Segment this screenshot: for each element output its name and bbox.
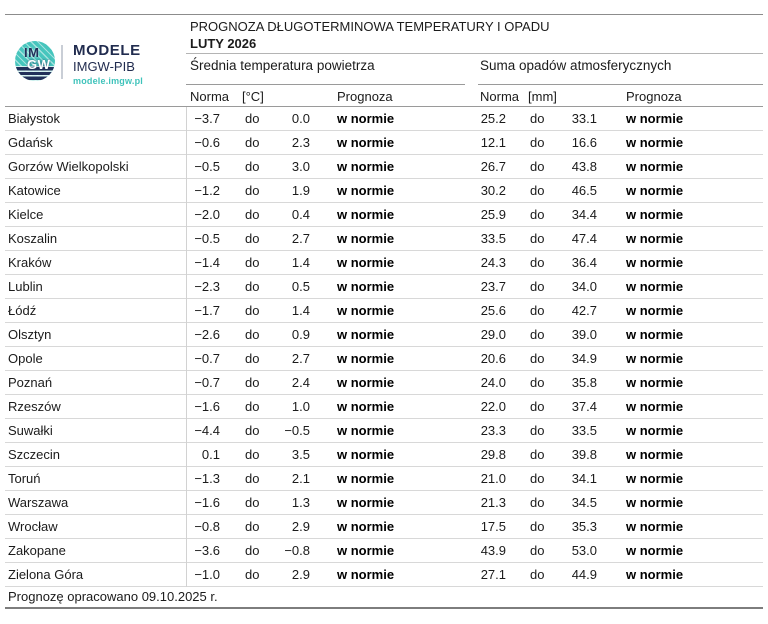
- city-name: Lublin: [8, 279, 43, 294]
- city-name: Rzeszów: [8, 399, 61, 414]
- temp-range-separator: do: [245, 135, 260, 150]
- precip-forecast-status: w normie: [626, 159, 684, 174]
- temp-norm-low: −1.0: [194, 567, 220, 582]
- temp-norm-high: 0.5: [291, 279, 310, 294]
- precip-norm-low: 27.1: [480, 567, 506, 582]
- precip-norm-low: 24.0: [480, 375, 506, 390]
- forecast-month: LUTY 2026: [190, 36, 257, 51]
- temperature-group-underline: [186, 84, 465, 85]
- city-name: Katowice: [8, 183, 61, 198]
- precip-range-separator: do: [530, 135, 545, 150]
- temperature-group-header: Średnia temperatura powietrza: [190, 58, 375, 73]
- temp-norm-low: −4.4: [194, 423, 220, 438]
- precip-forecast-status: w normie: [626, 567, 684, 582]
- temp-norm-low: −0.5: [194, 231, 220, 246]
- temp-norm-high: 1.4: [291, 303, 310, 318]
- temp-norm-low: −0.6: [194, 135, 220, 150]
- precip-range-separator: do: [530, 375, 545, 390]
- table-row: [5, 323, 763, 347]
- precip-norm-low: 25.2: [480, 111, 506, 126]
- temp-forecast-status: w normie: [337, 135, 395, 150]
- precip-range-separator: do: [530, 327, 545, 342]
- temp-range-separator: do: [245, 183, 260, 198]
- temp-range-separator: do: [245, 495, 260, 510]
- temp-norm-high: 2.7: [291, 231, 310, 246]
- precip-norm-high: 44.9: [571, 567, 597, 582]
- temp-range-separator: do: [245, 327, 260, 342]
- precip-forecast-status: w normie: [626, 327, 684, 342]
- precip-forecast-status: w normie: [626, 111, 684, 126]
- precip-forecast-status: w normie: [626, 351, 684, 366]
- temp-norm-low: −2.0: [194, 207, 220, 222]
- precip-norm-low: 21.0: [480, 471, 506, 486]
- temp-range-separator: do: [245, 279, 260, 294]
- city-name: Szczecin: [8, 447, 61, 462]
- table-row: [5, 419, 763, 443]
- precip-range-separator: do: [530, 183, 545, 198]
- temp-range-separator: do: [245, 471, 260, 486]
- table-row: [5, 563, 763, 587]
- temp-range-separator: do: [245, 399, 260, 414]
- precip-norm-low: 29.0: [480, 327, 506, 342]
- city-name: Opole: [8, 351, 43, 366]
- temp-norm-high: 0.0: [291, 111, 310, 126]
- precip-norm-high: 34.0: [571, 279, 597, 294]
- temp-unit-column-header: [°C]: [242, 89, 264, 104]
- table-row: [5, 395, 763, 419]
- precip-range-separator: do: [530, 471, 545, 486]
- temp-norm-low: −1.3: [194, 471, 220, 486]
- logo-circle-text-top: IM: [24, 45, 40, 60]
- forecast-table-body: [5, 107, 763, 587]
- table-row: [5, 275, 763, 299]
- table-row: [5, 299, 763, 323]
- temp-norm-low: −2.3: [194, 279, 220, 294]
- temp-forecast-status: w normie: [337, 519, 395, 534]
- precip-forecast-status: w normie: [626, 471, 684, 486]
- temp-range-separator: do: [245, 111, 260, 126]
- precip-norm-high: 35.3: [571, 519, 597, 534]
- logo-url-link[interactable]: modele.imgw.pl: [73, 76, 143, 87]
- temp-forecast-status: w normie: [337, 303, 395, 318]
- temp-norm-low: −0.5: [194, 159, 220, 174]
- logo-circle-text-bottom: GW: [27, 57, 51, 72]
- precipitation-group-header: Suma opadów atmosferycznych: [480, 58, 672, 73]
- table-row: [5, 251, 763, 275]
- temp-forecast-status: w normie: [337, 279, 395, 294]
- city-name: Suwałki: [8, 423, 53, 438]
- precip-forecast-status: w normie: [626, 231, 684, 246]
- temp-norm-low: −0.8: [194, 519, 220, 534]
- precip-forecast-status: w normie: [626, 423, 684, 438]
- precip-norm-high: 35.8: [571, 375, 597, 390]
- precip-norm-low: 23.7: [480, 279, 506, 294]
- temp-forecast-status: w normie: [337, 351, 395, 366]
- precip-norm-high: 37.4: [571, 399, 597, 414]
- precip-forecast-status: w normie: [626, 495, 684, 510]
- precip-range-separator: do: [530, 519, 545, 534]
- precip-norm-high: 33.5: [571, 423, 597, 438]
- table-row: [5, 347, 763, 371]
- temp-forecast-status: w normie: [337, 327, 395, 342]
- precip-range-separator: do: [530, 543, 545, 558]
- temp-forecast-status: w normie: [337, 255, 395, 270]
- city-name: Koszalin: [8, 231, 58, 246]
- temp-norm-high: −0.5: [284, 423, 310, 438]
- precip-prognoza-column-header: Prognoza: [626, 89, 682, 104]
- precip-norm-high: 34.4: [571, 207, 597, 222]
- city-name: Kraków: [8, 255, 52, 270]
- table-row: [5, 491, 763, 515]
- precip-norm-low: 12.1: [480, 135, 506, 150]
- temp-norm-high: −0.8: [284, 543, 310, 558]
- temp-norm-low: −2.6: [194, 327, 220, 342]
- precip-range-separator: do: [530, 255, 545, 270]
- temp-norm-high: 3.0: [291, 159, 310, 174]
- temp-forecast-status: w normie: [337, 495, 395, 510]
- table-row: [5, 539, 763, 563]
- city-name: Toruń: [8, 471, 41, 486]
- temp-range-separator: do: [245, 375, 260, 390]
- temp-range-separator: do: [245, 351, 260, 366]
- precip-norm-high: 36.4: [571, 255, 597, 270]
- precip-forecast-status: w normie: [626, 543, 684, 558]
- precip-range-separator: do: [530, 495, 545, 510]
- temp-norm-low: 0.1: [201, 447, 220, 462]
- temp-norm-low: −1.7: [194, 303, 220, 318]
- temp-norm-high: 2.9: [291, 567, 310, 582]
- precip-norm-high: 42.7: [571, 303, 597, 318]
- temp-forecast-status: w normie: [337, 111, 395, 126]
- precip-norm-high: 46.5: [571, 183, 597, 198]
- precip-norm-low: 20.6: [480, 351, 506, 366]
- temp-range-separator: do: [245, 423, 260, 438]
- temp-forecast-status: w normie: [337, 159, 395, 174]
- precip-norm-high: 47.4: [571, 231, 597, 246]
- temp-forecast-status: w normie: [337, 183, 395, 198]
- precip-norm-low: 22.0: [480, 399, 506, 414]
- header-divider: [186, 53, 763, 54]
- precip-norm-high: 43.8: [571, 159, 597, 174]
- temp-norm-high: 1.9: [291, 183, 310, 198]
- precip-norm-low: 24.3: [480, 255, 506, 270]
- precip-range-separator: do: [530, 567, 545, 582]
- precip-norma-column-header: Norma: [480, 89, 520, 104]
- logo-brand-name: MODELE: [73, 42, 141, 59]
- precip-unit-column-header: [mm]: [528, 89, 557, 104]
- precip-forecast-status: w normie: [626, 279, 684, 294]
- temp-norm-high: 1.0: [291, 399, 310, 414]
- precip-forecast-status: w normie: [626, 447, 684, 462]
- city-name: Łódź: [8, 303, 37, 318]
- table-row: [5, 443, 763, 467]
- city-name: Zakopane: [8, 543, 66, 558]
- temp-forecast-status: w normie: [337, 399, 395, 414]
- temp-norma-column-header: Norma: [190, 89, 230, 104]
- temp-range-separator: do: [245, 519, 260, 534]
- city-name: Zielona Góra: [8, 567, 84, 582]
- temp-norm-high: 1.3: [291, 495, 310, 510]
- city-name: Poznań: [8, 375, 53, 390]
- footer-note: Prognozę opracowano 09.10.2025 r.: [8, 589, 218, 604]
- precip-norm-high: 34.9: [571, 351, 597, 366]
- temp-norm-low: −3.6: [194, 543, 220, 558]
- table-row: [5, 371, 763, 395]
- precip-range-separator: do: [530, 111, 545, 126]
- city-name: Kielce: [8, 207, 44, 222]
- temp-range-separator: do: [245, 447, 260, 462]
- temp-norm-high: 2.7: [291, 351, 310, 366]
- precip-range-separator: do: [530, 399, 545, 414]
- precip-range-separator: do: [530, 207, 545, 222]
- city-name: Warszawa: [8, 495, 69, 510]
- precip-forecast-status: w normie: [626, 375, 684, 390]
- city-name: Gdańsk: [8, 135, 53, 150]
- temp-forecast-status: w normie: [337, 567, 395, 582]
- precip-range-separator: do: [530, 447, 545, 462]
- temp-prognoza-column-header: Prognoza: [337, 89, 393, 104]
- temp-forecast-status: w normie: [337, 423, 395, 438]
- temp-norm-high: 1.4: [291, 255, 310, 270]
- temp-norm-high: 2.9: [291, 519, 310, 534]
- logo-org-name: IMGW-PIB: [73, 58, 135, 74]
- logo-divider: [61, 45, 63, 79]
- precipitation-group-underline: [478, 84, 763, 85]
- table-row: [5, 107, 763, 131]
- temp-range-separator: do: [245, 159, 260, 174]
- precip-forecast-status: w normie: [626, 183, 684, 198]
- table-row: [5, 467, 763, 491]
- temp-range-separator: do: [245, 231, 260, 246]
- temp-forecast-status: w normie: [337, 471, 395, 486]
- temp-forecast-status: w normie: [337, 231, 395, 246]
- temp-range-separator: do: [245, 255, 260, 270]
- precip-norm-high: 34.5: [571, 495, 597, 510]
- temp-range-separator: do: [245, 207, 260, 222]
- temp-norm-low: −0.7: [194, 351, 220, 366]
- temp-norm-low: −1.6: [194, 495, 220, 510]
- temp-norm-high: 2.3: [291, 135, 310, 150]
- precip-range-separator: do: [530, 159, 545, 174]
- temp-range-separator: do: [245, 303, 260, 318]
- precip-forecast-status: w normie: [626, 207, 684, 222]
- temp-norm-high: 0.4: [291, 207, 310, 222]
- temp-forecast-status: w normie: [337, 543, 395, 558]
- table-row: [5, 131, 763, 155]
- table-row: [5, 155, 763, 179]
- temp-norm-low: −1.4: [194, 255, 220, 270]
- temp-range-separator: do: [245, 567, 260, 582]
- imgw-logo-icon: [15, 41, 55, 81]
- temp-norm-low: −0.7: [194, 375, 220, 390]
- precip-norm-low: 23.3: [480, 423, 506, 438]
- precip-norm-high: 34.1: [571, 471, 597, 486]
- city-column-divider: [186, 107, 187, 587]
- temp-forecast-status: w normie: [337, 447, 395, 462]
- precip-norm-low: 21.3: [480, 495, 506, 510]
- precip-norm-high: 16.6: [571, 135, 597, 150]
- city-name: Białystok: [8, 111, 61, 126]
- table-row: [5, 227, 763, 251]
- temp-norm-high: 2.1: [291, 471, 310, 486]
- temp-forecast-status: w normie: [337, 375, 395, 390]
- temp-norm-high: 0.9: [291, 327, 310, 342]
- table-row: [5, 203, 763, 227]
- footer-bar: [5, 587, 763, 609]
- temp-norm-high: 3.5: [291, 447, 310, 462]
- precip-forecast-status: w normie: [626, 255, 684, 270]
- precip-norm-high: 39.8: [571, 447, 597, 462]
- city-name: Olsztyn: [8, 327, 52, 342]
- precip-range-separator: do: [530, 423, 545, 438]
- temp-norm-high: 2.4: [291, 375, 310, 390]
- precip-norm-low: 29.8: [480, 447, 506, 462]
- precip-forecast-status: w normie: [626, 303, 684, 318]
- logo-wordmark: [73, 43, 143, 87]
- precip-norm-low: 43.9: [480, 543, 506, 558]
- table-row: [5, 515, 763, 539]
- table-row: [5, 179, 763, 203]
- precip-range-separator: do: [530, 351, 545, 366]
- city-name: Wrocław: [8, 519, 58, 534]
- precip-norm-low: 25.9: [480, 207, 506, 222]
- precip-forecast-status: w normie: [626, 399, 684, 414]
- temp-range-separator: do: [245, 543, 260, 558]
- precip-range-separator: do: [530, 279, 545, 294]
- city-name: Gorzów Wielkopolski: [8, 159, 129, 174]
- temp-norm-low: −1.6: [194, 399, 220, 414]
- temp-forecast-status: w normie: [337, 207, 395, 222]
- precip-norm-high: 33.1: [571, 111, 597, 126]
- precip-forecast-status: w normie: [626, 135, 684, 150]
- temp-norm-low: −3.7: [194, 111, 220, 126]
- precip-norm-high: 39.0: [571, 327, 597, 342]
- precip-norm-low: 33.5: [480, 231, 506, 246]
- precip-forecast-status: w normie: [626, 519, 684, 534]
- precip-range-separator: do: [530, 303, 545, 318]
- precip-norm-low: 17.5: [480, 519, 506, 534]
- precip-norm-high: 53.0: [571, 543, 597, 558]
- precip-norm-low: 25.6: [480, 303, 506, 318]
- page-title: PROGNOZA DŁUGOTERMINOWA TEMPERATURY I OPADU: [190, 19, 550, 34]
- precip-norm-low: 26.7: [480, 159, 506, 174]
- temp-norm-low: −1.2: [194, 183, 220, 198]
- top-divider: [5, 14, 763, 15]
- precip-range-separator: do: [530, 231, 545, 246]
- precip-norm-low: 30.2: [480, 183, 506, 198]
